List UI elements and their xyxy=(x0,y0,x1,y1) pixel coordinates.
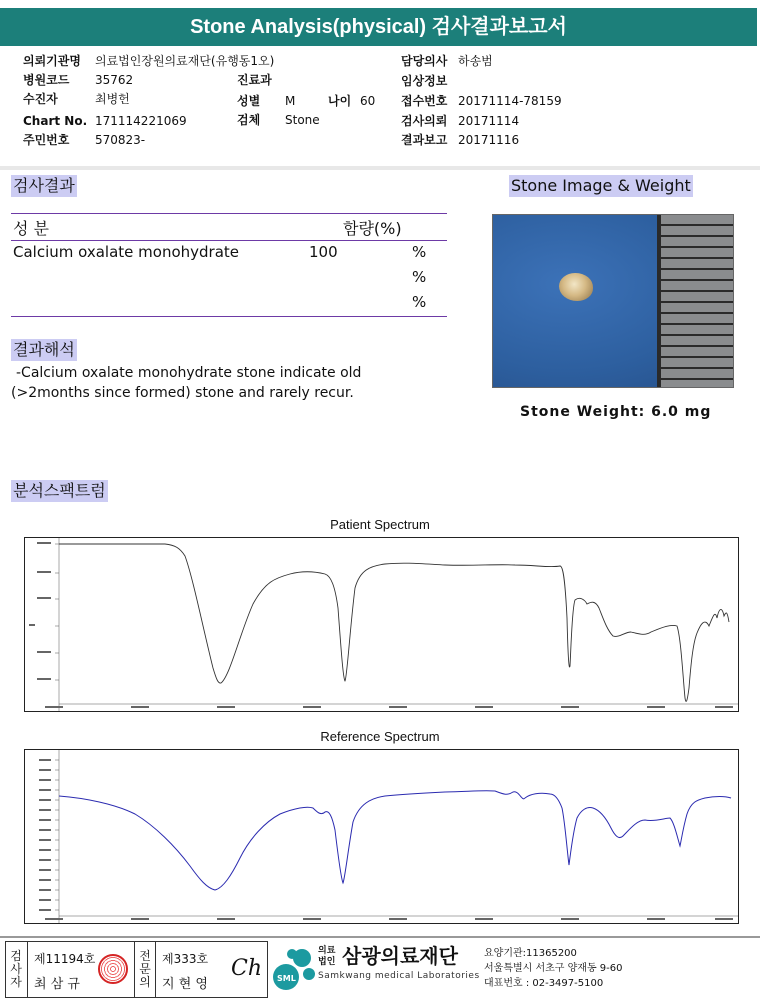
interpretation-title: 결과해석 xyxy=(13,340,75,359)
patient-spectrum-line xyxy=(59,544,729,701)
table-header xyxy=(11,213,447,241)
component-unit: % xyxy=(412,268,427,286)
sex-value: M xyxy=(285,94,296,108)
specimen-value: Stone xyxy=(285,113,320,127)
examiner-number: 제11194호 xyxy=(34,952,96,966)
ruler xyxy=(657,215,733,387)
table-row xyxy=(11,291,447,316)
receipt-label: 접수번호 xyxy=(401,94,448,108)
footer-rule xyxy=(0,936,760,938)
doctor-value: 하송범 xyxy=(458,54,493,68)
report-date-value: 20171116 xyxy=(458,133,520,147)
stone-photo xyxy=(492,214,734,388)
brand-small-2: 법인 xyxy=(318,957,336,967)
institution-value: 의료법인장원의료재단(유행동1오) xyxy=(95,54,275,68)
interpretation-text xyxy=(11,363,361,403)
logo-abbr: SML xyxy=(277,974,296,983)
specialist-label: 전문의 xyxy=(139,949,151,989)
reference-y-ticks xyxy=(55,750,738,923)
org-address: 서울특별시 서초구 양재동 9-60 xyxy=(484,963,623,974)
age-value: 60 xyxy=(360,94,376,108)
table-bottom-rule xyxy=(11,316,447,317)
examiner-seal xyxy=(98,954,128,984)
age-label: 나이 xyxy=(328,94,352,108)
org-phone: 대표번호 : 02-3497-5100 xyxy=(484,978,604,989)
patient-y-tick-labels xyxy=(29,542,733,708)
patient-y-ticks xyxy=(55,538,738,711)
resident-label: 주민번호 xyxy=(23,133,70,147)
interpretation-line-1: -Calcium oxalate monohydrate stone indicate old xyxy=(16,365,362,381)
receipt-value: 20171114-78159 xyxy=(458,94,562,108)
chart-label: Chart No. xyxy=(23,114,88,128)
patient-spectrum-chart xyxy=(24,537,739,712)
examiner-label: 검사자 xyxy=(10,949,22,989)
composition-table xyxy=(11,213,447,317)
patient-spectrum-title: Patient Spectrum xyxy=(330,517,430,532)
logo-icon xyxy=(272,944,316,994)
doctor-label: 담당의사 xyxy=(401,54,448,68)
footer xyxy=(0,936,760,1006)
interpretation-line-2: (>2months since formed) stone and rarely recur. xyxy=(11,385,354,401)
reference-tick-labels xyxy=(39,759,733,920)
component-unit: % xyxy=(412,293,427,311)
component-unit: % xyxy=(412,243,427,261)
component-value: 100 xyxy=(309,243,338,261)
examiner-name: 최 삼 규 xyxy=(34,977,80,992)
spectrum-title: 분석스팩트럼 xyxy=(13,481,106,500)
chart-value: 171114221069 xyxy=(95,114,187,128)
patient-label: 수진자 xyxy=(23,92,58,106)
amount-header: 함량(%) xyxy=(343,219,402,238)
results-title: 검사결과 xyxy=(13,176,75,195)
stone-weight: Stone Weight: 6.0 mg xyxy=(520,404,712,420)
specimen-label: 검체 xyxy=(237,113,261,127)
component-header: 성 분 xyxy=(13,219,49,238)
examiner-label-cell xyxy=(6,942,28,997)
table-row xyxy=(11,266,447,291)
resident-value: 570823- xyxy=(95,133,146,147)
sex-label: 성별 xyxy=(237,94,261,108)
specialist-signature: Ch xyxy=(231,956,263,981)
hospital-code-label: 병원코드 xyxy=(23,73,70,87)
specialist-name: 지 현 영 xyxy=(162,977,208,992)
component-name: Calcium oxalate monohydrate xyxy=(13,243,240,261)
clinical-label: 임상정보 xyxy=(401,74,448,88)
specialist-number: 제333호 xyxy=(162,952,209,966)
table-row xyxy=(11,241,447,266)
reference-spectrum-chart xyxy=(24,749,739,924)
reference-spectrum-title: Reference Spectrum xyxy=(320,729,440,744)
brand-name: 삼광의료재단 xyxy=(342,944,458,968)
report-title: Stone Analysis(physical) 검사결과보고서 xyxy=(0,8,757,46)
divider xyxy=(0,166,760,170)
hospital-code-value: 35762 xyxy=(95,73,134,87)
request-value: 20171114 xyxy=(458,114,520,128)
institution-label: 의뢰기관명 xyxy=(23,54,81,68)
patient-value: 최병헌 xyxy=(95,92,130,106)
reference-spectrum-line xyxy=(59,791,731,890)
specialist-label-cell xyxy=(134,942,156,997)
patient-info xyxy=(0,52,760,152)
dept-label: 진료과 xyxy=(237,73,272,87)
brand-english: Samkwang medical Laboratories xyxy=(318,971,480,981)
stone-specimen xyxy=(559,273,593,301)
org-code: 요양기관:11365200 xyxy=(484,948,577,959)
stone-title: Stone Image & Weight xyxy=(511,176,691,195)
brand-small-1: 의료 xyxy=(318,946,336,956)
report-date-label: 결과보고 xyxy=(401,133,448,147)
request-label: 검사의뢰 xyxy=(401,114,448,128)
signature-box xyxy=(5,941,268,998)
